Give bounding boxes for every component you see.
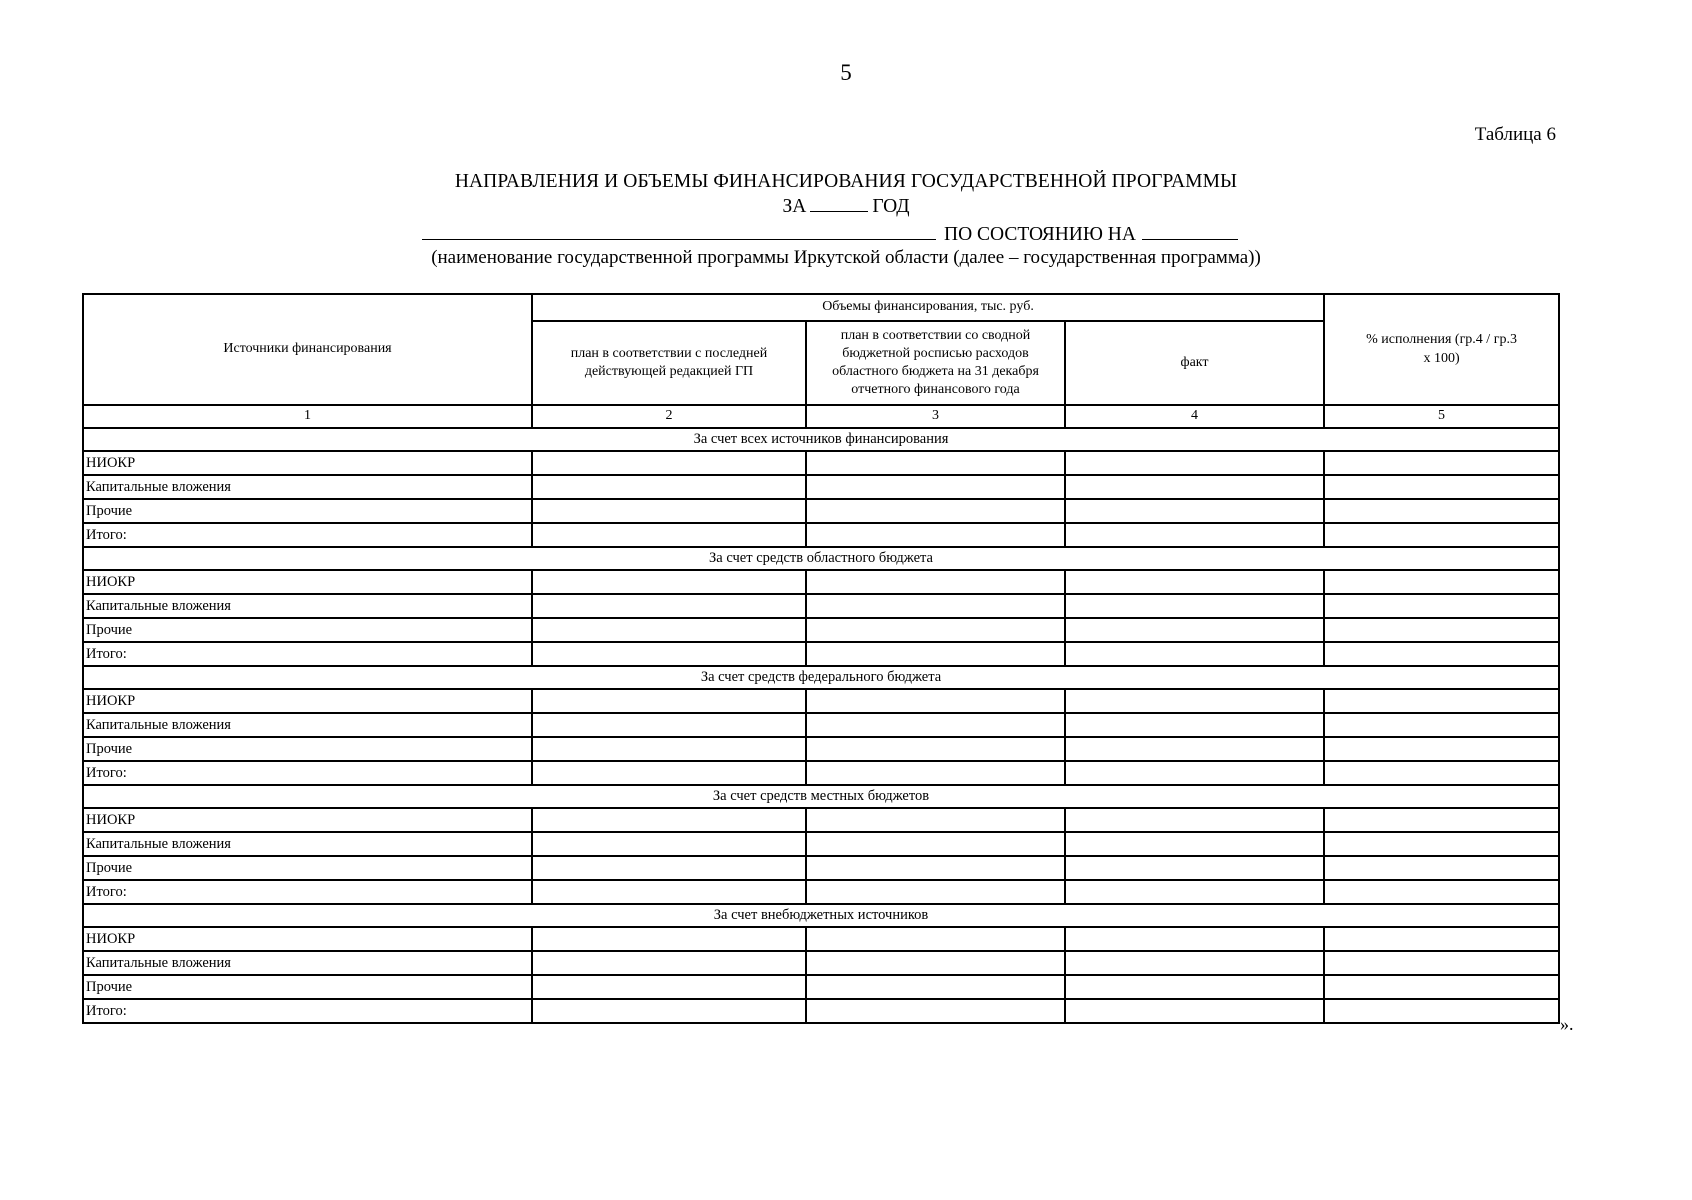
header-plan-gp: план в соответствии с последней действующей редакцией ГП [532,321,806,405]
cell-plan-gp[interactable] [532,499,806,523]
cell-percent[interactable] [1324,451,1559,475]
cell-plan-budget[interactable] [806,475,1065,499]
row-label: Прочие [83,975,532,999]
table-row [83,880,1559,904]
cell-fact[interactable] [1065,975,1324,999]
cell-fact[interactable] [1065,689,1324,713]
column-number: 2 [532,405,806,428]
cell-percent[interactable] [1324,761,1559,785]
row-label: Прочие [83,618,532,642]
row-label: Капитальные вложения [83,594,532,618]
cell-percent[interactable] [1324,642,1559,666]
row-label: Капитальные вложения [83,475,532,499]
table-row [83,642,1559,666]
row-label: Капитальные вложения [83,713,532,737]
cell-percent[interactable] [1324,856,1559,880]
row-label: Прочие [83,499,532,523]
row-label: НИОКР [83,927,532,951]
row-label: Прочие [83,737,532,761]
closing-quote-mark: ». [1560,1014,1574,1034]
cell-percent[interactable] [1324,713,1559,737]
table-label: Таблица 6 [1474,124,1556,145]
cell-plan-gp[interactable] [532,832,806,856]
table-row [83,499,1559,523]
header-fact: факт [1065,321,1324,405]
cell-plan-budget[interactable] [806,975,1065,999]
status-label: ПО СОСТОЯНИЮ НА [944,224,1136,245]
cell-plan-gp[interactable] [532,856,806,880]
table-row [83,594,1559,618]
cell-plan-gp[interactable] [532,475,806,499]
financing-table [82,293,1560,1024]
cell-percent[interactable] [1324,808,1559,832]
cell-fact[interactable] [1065,880,1324,904]
cell-plan-gp[interactable] [532,927,806,951]
row-label: НИОКР [83,451,532,475]
cell-fact[interactable] [1065,832,1324,856]
cell-fact[interactable] [1065,475,1324,499]
table-row [83,856,1559,880]
row-label: Прочие [83,856,532,880]
cell-percent[interactable] [1324,475,1559,499]
cell-plan-budget[interactable] [806,808,1065,832]
cell-plan-gp[interactable] [532,761,806,785]
cell-fact[interactable] [1065,999,1324,1023]
cell-plan-budget[interactable] [806,927,1065,951]
row-label: Итого: [83,880,532,904]
cell-fact[interactable] [1065,451,1324,475]
year-suffix: ГОД [872,196,910,217]
cell-plan-budget[interactable] [806,999,1065,1023]
table-row [83,999,1559,1023]
cell-fact[interactable] [1065,523,1324,547]
cell-plan-gp[interactable] [532,570,806,594]
cell-plan-budget[interactable] [806,451,1065,475]
cell-percent[interactable] [1324,618,1559,642]
row-label: Итого: [83,642,532,666]
section-title: За счет средств областного бюджета [83,547,1559,570]
cell-fact[interactable] [1065,713,1324,737]
cell-fact[interactable] [1065,570,1324,594]
cell-plan-gp[interactable] [532,880,806,904]
cell-fact[interactable] [1065,951,1324,975]
cell-plan-budget[interactable] [806,594,1065,618]
table-row [83,927,1559,951]
cell-plan-budget[interactable] [806,832,1065,856]
column-number: 3 [806,405,1065,428]
status-date-blank [1142,221,1238,240]
cell-fact[interactable] [1065,594,1324,618]
year-prefix: ЗА [782,196,807,217]
cell-plan-budget[interactable] [806,523,1065,547]
cell-fact[interactable] [1065,642,1324,666]
cell-plan-budget[interactable] [806,761,1065,785]
column-number: 4 [1065,405,1324,428]
table-row [83,689,1559,713]
table-row [83,451,1559,475]
cell-percent[interactable] [1324,499,1559,523]
cell-fact[interactable] [1065,499,1324,523]
cell-percent[interactable] [1324,737,1559,761]
cell-plan-budget[interactable] [806,713,1065,737]
program-name-caption: (наименование государственной программы Иркутской области (далее – государственная программа)) [431,247,1261,268]
cell-plan-gp[interactable] [532,689,806,713]
cell-percent[interactable] [1324,832,1559,856]
cell-plan-budget[interactable] [806,618,1065,642]
cell-percent[interactable] [1324,594,1559,618]
cell-plan-budget[interactable] [806,689,1065,713]
status-line [422,221,1238,246]
column-number: 5 [1324,405,1559,428]
column-number: 1 [83,405,532,428]
header-percent: % исполнения (гр.4 / гр.3 x 100) [1324,294,1559,405]
table-row [83,808,1559,832]
cell-fact[interactable] [1065,737,1324,761]
header-volumes: Объемы финансирования, тыс. руб. [532,294,1324,321]
cell-plan-gp[interactable] [532,951,806,975]
table-row [83,761,1559,785]
section-title: За счет средств федерального бюджета [83,666,1559,689]
row-label: Итого: [83,999,532,1023]
row-label: Капитальные вложения [83,951,532,975]
table-row [83,975,1559,999]
year-blank [810,196,868,212]
cell-percent[interactable] [1324,523,1559,547]
year-line [0,196,1692,218]
table-row [83,737,1559,761]
row-label: Капитальные вложения [83,832,532,856]
row-label: НИОКР [83,808,532,832]
cell-plan-budget[interactable] [806,499,1065,523]
header-plan-budget: план в соответствии со сводной бюджетной росписью расходов областного бюджета на 31 декабря отчетного финансового года [806,321,1065,405]
cell-percent[interactable] [1324,975,1559,999]
cell-fact[interactable] [1065,761,1324,785]
row-label: НИОКР [83,570,532,594]
cell-percent[interactable] [1324,999,1559,1023]
cell-fact[interactable] [1065,927,1324,951]
cell-plan-gp[interactable] [532,713,806,737]
cell-plan-gp[interactable] [532,975,806,999]
cell-fact[interactable] [1065,808,1324,832]
cell-plan-gp[interactable] [532,999,806,1023]
cell-percent[interactable] [1324,927,1559,951]
row-label: Итого: [83,523,532,547]
cell-plan-gp[interactable] [532,594,806,618]
cell-percent[interactable] [1324,689,1559,713]
table-row [83,951,1559,975]
page-number: 5 [840,60,852,85]
cell-plan-gp[interactable] [532,451,806,475]
cell-percent[interactable] [1324,570,1559,594]
table-row [83,475,1559,499]
table-row [83,832,1559,856]
table-row [83,713,1559,737]
row-label: Итого: [83,761,532,785]
cell-plan-gp[interactable] [532,737,806,761]
program-name-blank [422,221,936,240]
cell-percent[interactable] [1324,951,1559,975]
cell-percent[interactable] [1324,880,1559,904]
cell-plan-budget[interactable] [806,880,1065,904]
cell-plan-gp[interactable] [532,642,806,666]
cell-fact[interactable] [1065,856,1324,880]
cell-plan-gp[interactable] [532,808,806,832]
section-title: За счет внебюджетных источников [83,904,1559,927]
row-label: НИОКР [83,689,532,713]
cell-plan-gp[interactable] [532,523,806,547]
table-row [83,523,1559,547]
cell-plan-budget[interactable] [806,856,1065,880]
section-title: За счет средств местных бюджетов [83,785,1559,808]
cell-plan-gp[interactable] [532,618,806,642]
cell-plan-budget[interactable] [806,642,1065,666]
cell-fact[interactable] [1065,618,1324,642]
cell-plan-budget[interactable] [806,570,1065,594]
header-sources: Источники финансирования [83,294,532,405]
cell-plan-budget[interactable] [806,737,1065,761]
table-row [83,570,1559,594]
section-title: За счет всех источников финансирования [83,428,1559,451]
document-title: НАПРАВЛЕНИЯ И ОБЪЕМЫ ФИНАНСИРОВАНИЯ ГОСУДАРСТВЕННОЙ ПРОГРАММЫ [454,171,1238,192]
table-row [83,618,1559,642]
cell-plan-budget[interactable] [806,951,1065,975]
